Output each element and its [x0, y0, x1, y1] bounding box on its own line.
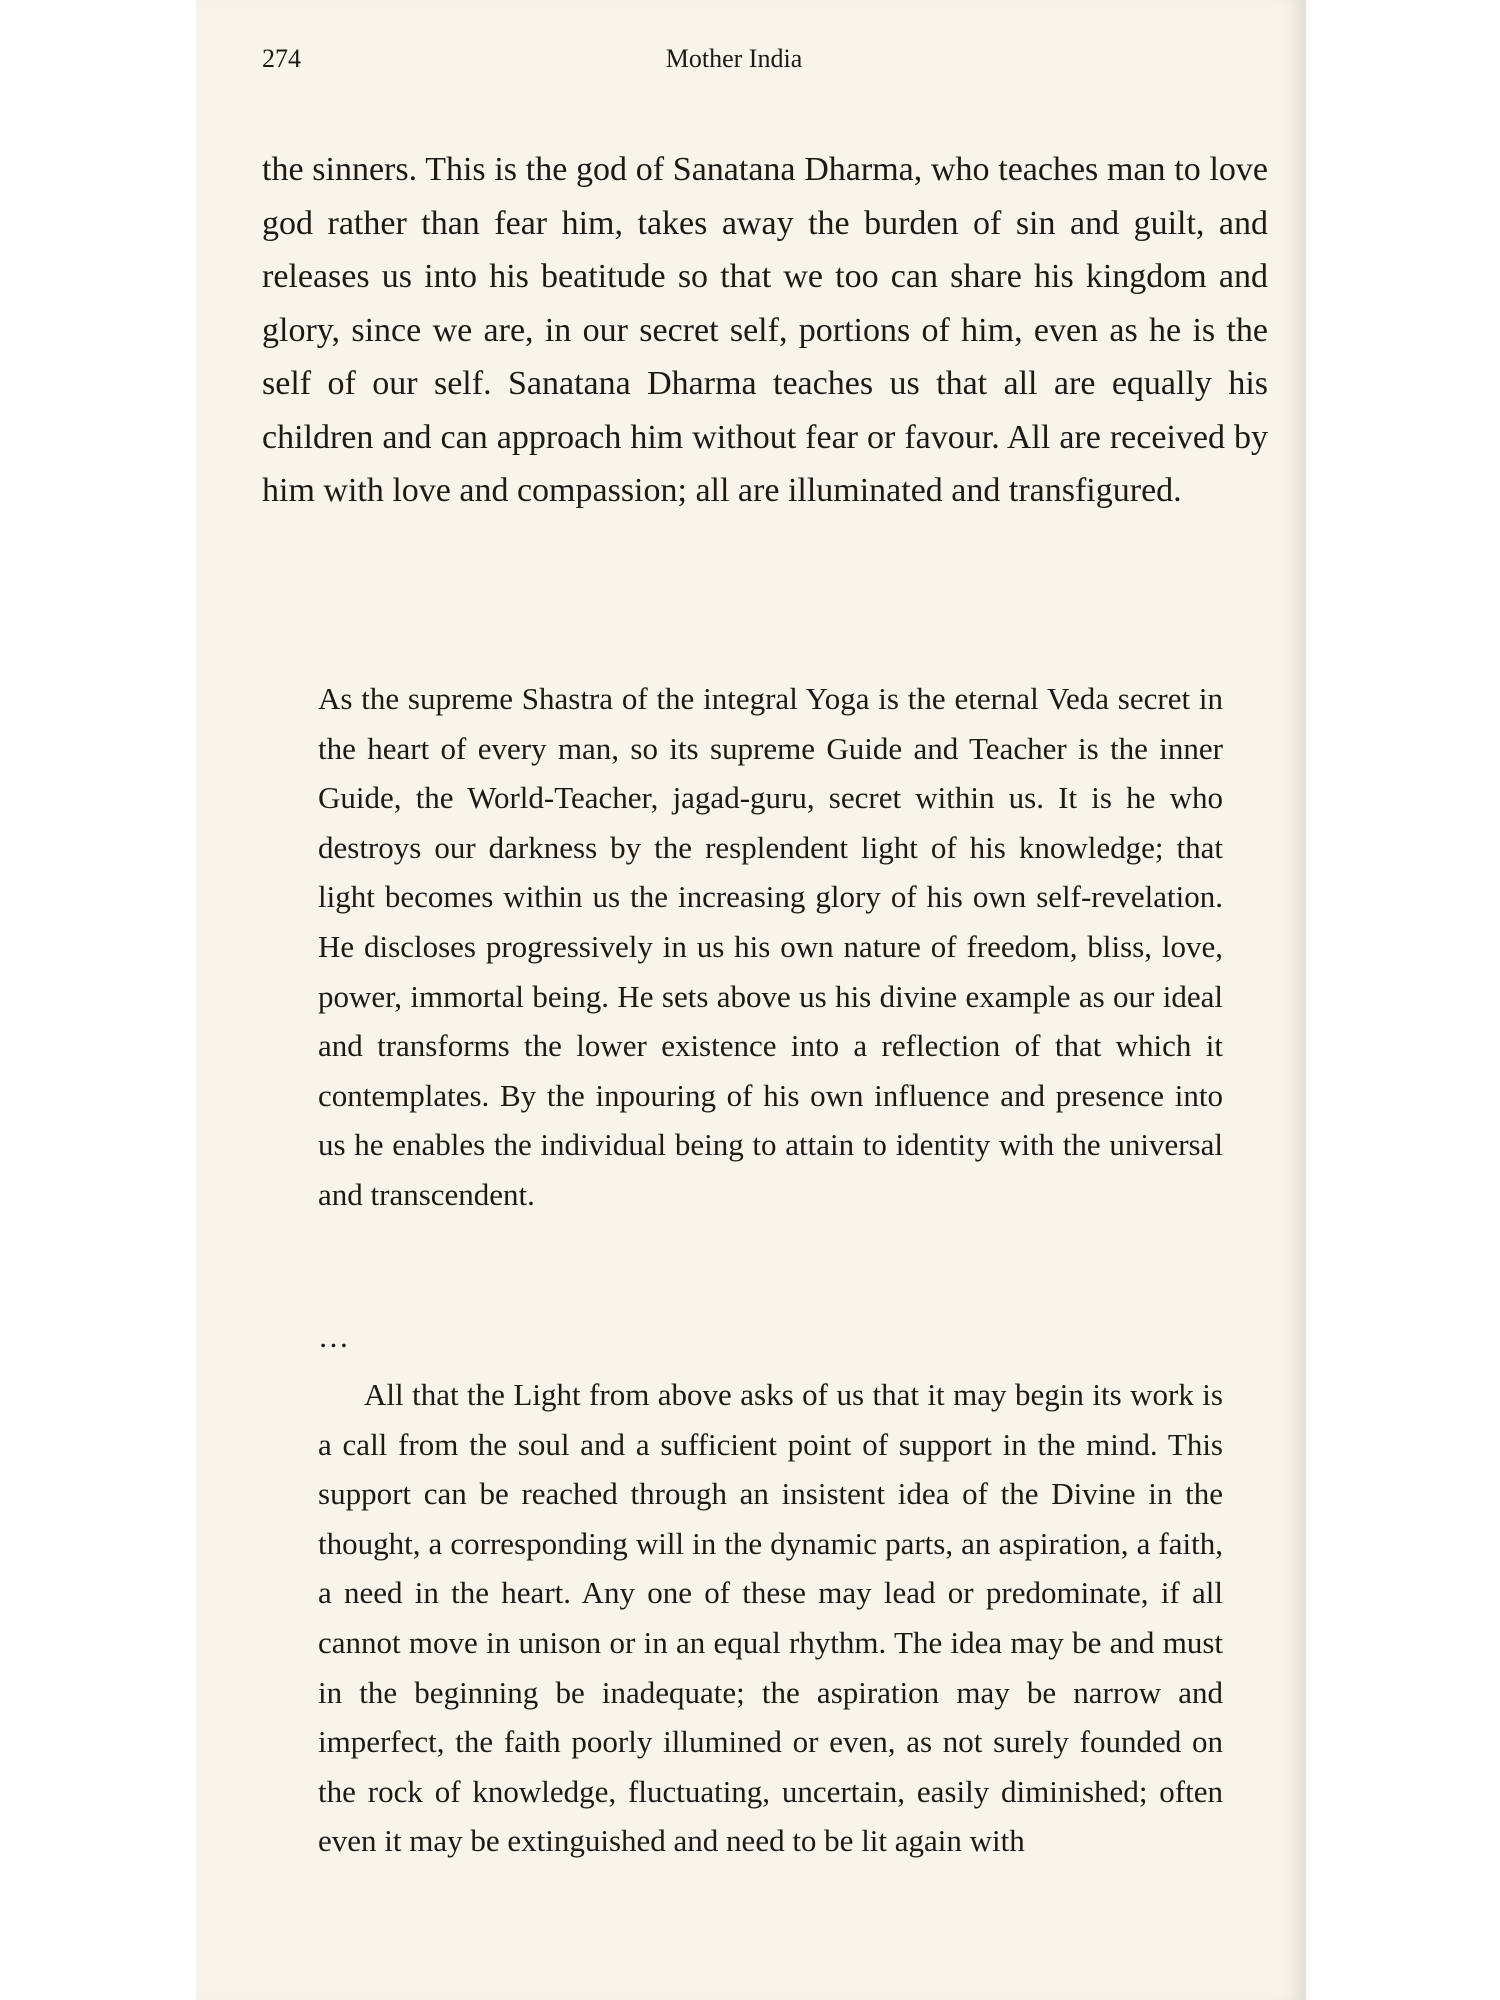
page-number: 274	[262, 44, 301, 73]
page-header	[262, 44, 1206, 84]
book-page	[196, 0, 1306, 2000]
block-quote-2: All that the Light from above asks of us that it may begin its work is a call from the soul and a sufficient point of support in the mind. This support can be reached through an insistent idea of the Divine in the thought, a corresponding will in the dynamic parts, an aspiration, a faith, a need in the heart. Any one of these may lead or predominate, if all cannot move in unison or in an equal rhythm. The idea may be and must in the beginning be inadequate; the aspiration may be narrow and imperfect, the faith poorly illumined or even, as not surely founded on the rock of knowledge, fluctuating, uncertain, easily diminished; often even it may be extinguished and need to be lit again with	[318, 1377, 1223, 1859]
body-paragraph: the sinners. This is the god of Sanatana Dharma, who teaches man to love god rather than fear him, takes away the burden of sin and guilt, and releases us into his beatitude so that we too can share his kingdom and glory, since we are, in our secret self, portions of him, even as he is the self of our self. Sanatana Dharma teaches us that all are equally his children and can approach him without fear or favour. All are received by him with love and compassion; all are illuminated and transfigured.	[262, 151, 1268, 509]
block-quote-1: As the supreme Shastra of the integral Yoga is the eternal Veda secret in the heart of every man, so its supreme Guide and Teacher is the inner Guide, the World-Teacher, jagad-guru, secret within us. It is he who destroys our darkness by the resplendent light of his knowledge; that light becomes within us the increasing glory of his own self-revelation. He discloses progressively in us his own nature of freedom, bliss, love, power, immortal being. He sets above us his divine example as our ideal and transforms the lower existence into a reflection of that which it contemplates. By the inpouring of his own influence and presence into us he enables the individual being to attain to identity with the universal and transcendent.	[318, 681, 1223, 1212]
ellipsis-separator: …	[318, 1319, 351, 1354]
running-head-title: Mother India	[665, 44, 803, 73]
